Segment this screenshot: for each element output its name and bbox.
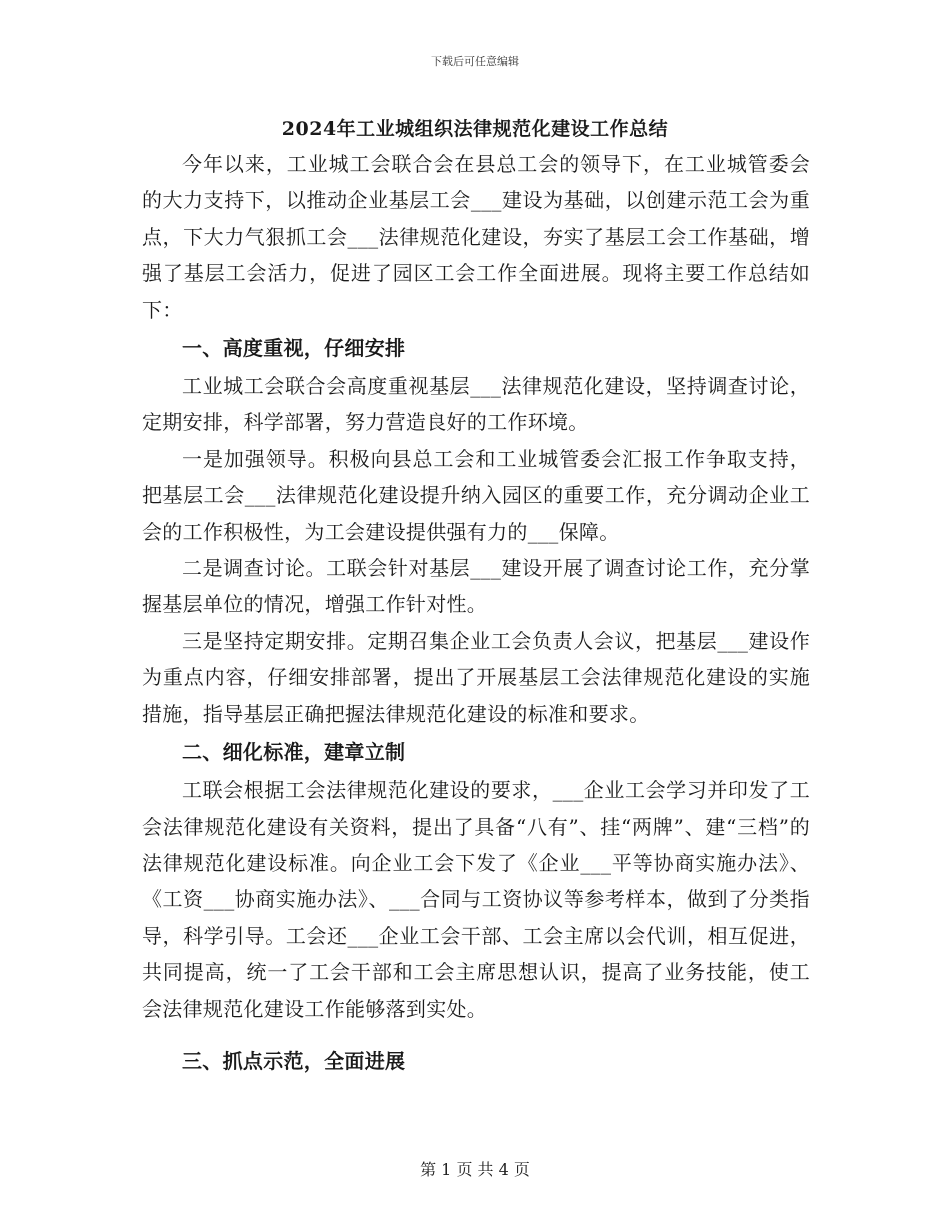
page-header-note: 下载后可任意编辑 xyxy=(431,55,519,68)
paragraph-leadership: 一是加强领导。积极向县总工会和工业城管委会汇报工作争取支持，把基层工会___法律规范化建设提升纳入园区的重要工作，充分调动企业工会的工作积极性，为工会建设提供强有力的___保障。 xyxy=(142,446,810,544)
paragraph-regular-arrangement: 三是坚持定期安排。定期召集企业工会负责人会议，把基层___建设作为重点内容，仔细安排部署，提出了开展基层工会法律规范化建设的实施措施，指导基层正确把握法律规范化建设的标准和要求。 xyxy=(142,628,810,726)
paragraph-investigation: 二是调查讨论。工联会针对基层___建设开展了调查讨论工作，充分掌握基层单位的情况，增强工作针对性。 xyxy=(142,556,810,617)
paragraph-standards: 工联会根据工会法律规范化建设的要求，___企业工会学习并印发了工会法律规范化建设有关资料，提出了具备“八有”、挂“两牌”、建“三档”的法律规范化建设标准。向企业工会下发了《企业___平等协商实施办法》、《工资___协商实施办法》、___合同与工资协议等参考样本，做到了分类指导，科学引导。工会还___企业工会干部、工会主席以会代训，相互促进，共同提高，统一了工会干部和工会主席思想认识，提高了业务技能，使工会法律规范化建设工作能够落到实处。 xyxy=(142,778,810,1021)
document-body xyxy=(142,146,810,1081)
page-number: 第 1 页 共 4 页 xyxy=(420,1160,530,1179)
paragraph-section1-intro: 工业城工会联合会高度重视基层___法律规范化建设，坚持调查讨论，定期安排，科学部署，努力营造良好的工作环境。 xyxy=(142,374,810,435)
document-title: 2024年工业城组织法律规范化建设工作总结 xyxy=(281,118,669,140)
section-heading-1: 一、高度重视，仔细安排 xyxy=(182,336,406,361)
paragraph-intro: 今年以来，工业城工会联合会在县总工会的领导下，在工业城管委会的大力支持下，以推动企业基层工会___建设为基础，以创建示范工会为重点，下大力气狠抓工会___法律规范化建设，夯实了基层工会工作基础，增强了基层工会活力，促进了园区工会工作全面进展。现将主要工作总结如下： xyxy=(142,152,810,322)
section-heading-2: 二、细化标准，建章立制 xyxy=(182,740,406,765)
section-heading-3: 三、抓点示范，全面进展 xyxy=(182,1048,406,1073)
